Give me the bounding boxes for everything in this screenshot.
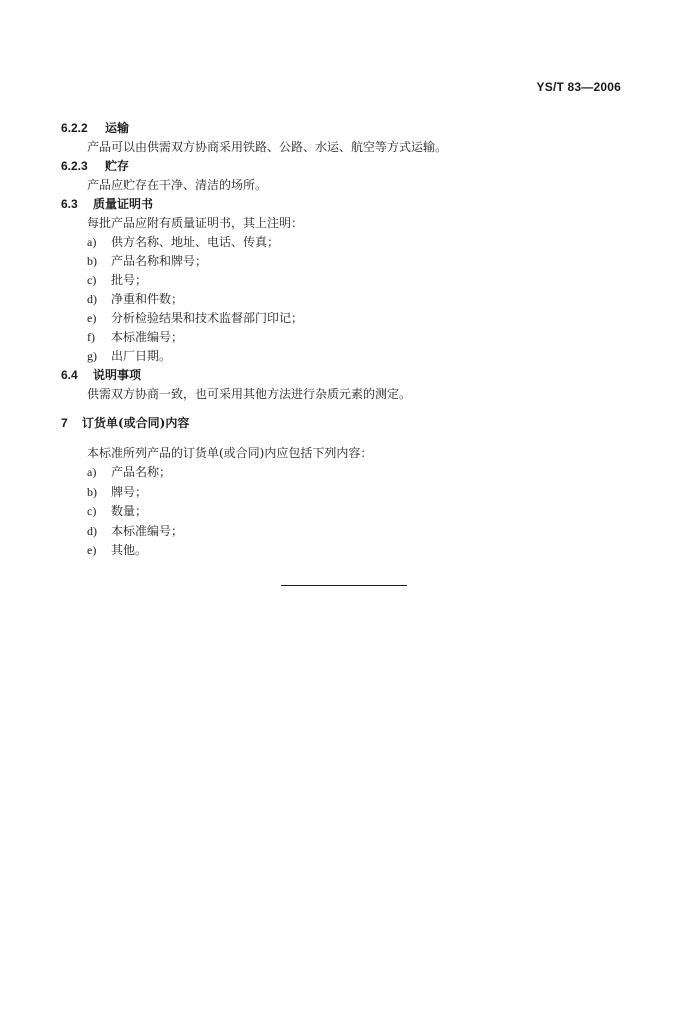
list-item: b) 牌号； bbox=[87, 485, 148, 499]
standard-code: YS/T 83—2006 bbox=[536, 80, 621, 94]
section-title: 质量证明书 bbox=[93, 197, 154, 211]
section-7-intro: 本标准所列产品的订货单(或合同)内应包括下列内容： bbox=[87, 446, 373, 460]
section-6-4-heading bbox=[61, 368, 141, 382]
section-number: 6.2.3 bbox=[61, 159, 88, 173]
list-item: b) 产品名称和牌号； bbox=[87, 254, 208, 268]
list-item: c) 数量； bbox=[87, 504, 148, 518]
list-item: c) 批号； bbox=[87, 273, 148, 287]
section-6-2-2-heading bbox=[61, 121, 129, 135]
section-title: 贮存 bbox=[105, 159, 130, 173]
list-item: e) 其他。 bbox=[87, 543, 148, 557]
list-item: a) 产品名称； bbox=[87, 465, 172, 479]
section-6-2-3-heading bbox=[61, 159, 129, 173]
list-item: a) 供方名称、地址、电话、传真； bbox=[87, 235, 280, 249]
section-number: 7 bbox=[61, 416, 68, 430]
section-number: 6.4 bbox=[61, 368, 78, 382]
list-item: f) 本标准编号； bbox=[87, 330, 184, 344]
section-6-2-3-body: 产品应贮存在干净、清洁的场所。 bbox=[87, 178, 268, 192]
section-number: 6.3 bbox=[61, 197, 78, 211]
list-item: d) 本标准编号； bbox=[87, 524, 184, 538]
list-item: d) 净重和件数； bbox=[87, 292, 184, 306]
section-number: 6.2.2 bbox=[61, 121, 88, 135]
section-6-2-2-body: 产品可以由供需双方协商采用铁路、公路、水运、航空等方式运输。 bbox=[87, 140, 448, 154]
section-6-4-body: 供需双方协商一致，也可采用其他方法进行杂质元素的测定。 bbox=[87, 387, 412, 401]
section-title: 订货单(或合同)内容 bbox=[82, 416, 190, 430]
list-item: e) 分析检验结果和技术监督部门印记； bbox=[87, 311, 304, 325]
section-7-heading bbox=[61, 416, 189, 430]
section-6-3-intro: 每批产品应附有质量证明书，其上注明： bbox=[87, 216, 304, 230]
list-item: g) 出厂日期。 bbox=[87, 349, 172, 363]
section-6-3-heading bbox=[61, 197, 153, 211]
section-title: 运输 bbox=[105, 121, 130, 135]
end-rule bbox=[281, 585, 407, 586]
section-title: 说明事项 bbox=[93, 368, 142, 382]
